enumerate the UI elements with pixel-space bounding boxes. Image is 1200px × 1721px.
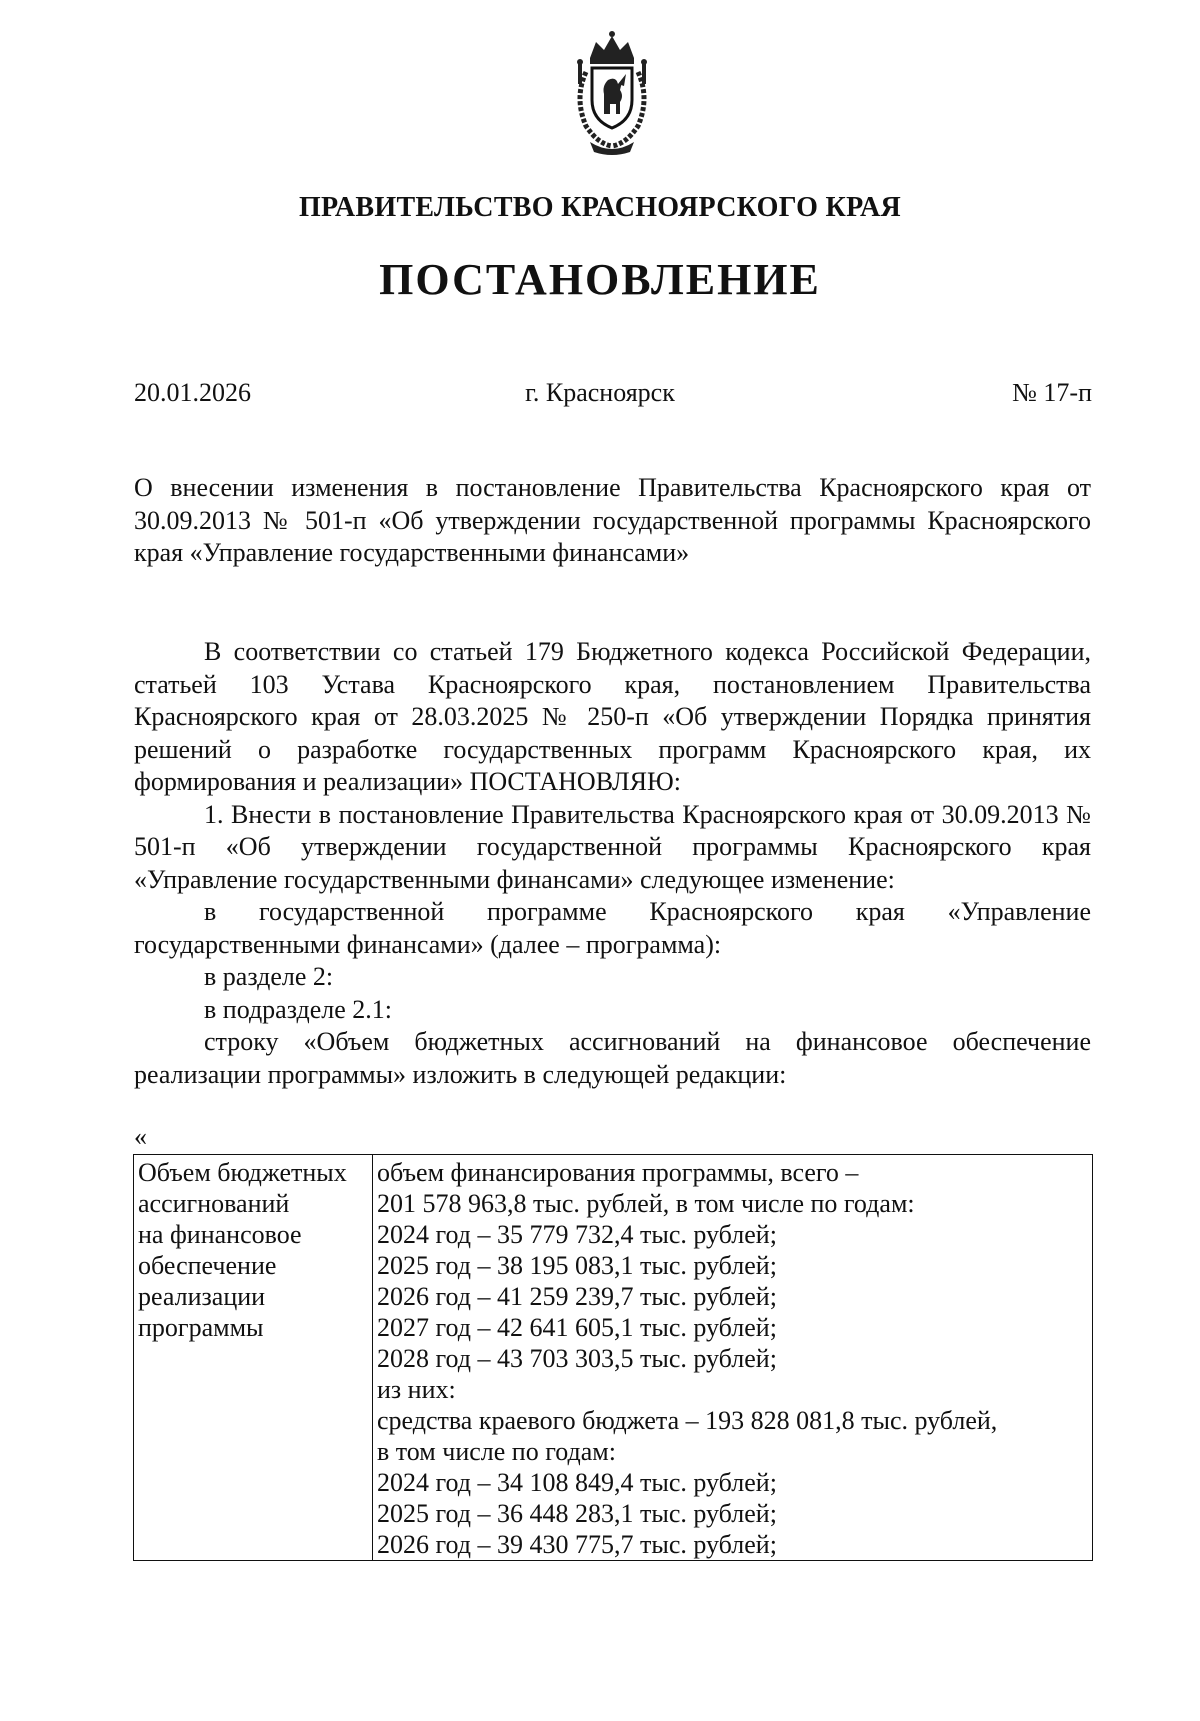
organization-title: ПРАВИТЕЛЬСТВО КРАСНОЯРСКОГО КРАЯ: [298, 192, 902, 223]
value-line: 2025 год – 38 195 083,1 тыс. рублей;: [377, 1251, 777, 1280]
subject-text: О внесении изменения в постановление Правительства Красноярского края от 30.09.2013 № 501-п «Об утверждении государственной программы Красноярского края «Управление государственными финансами»: [134, 473, 1091, 567]
value-line: в том числе по годам:: [377, 1437, 616, 1466]
label-line: на финансовое: [138, 1220, 302, 1249]
preamble-paragraph: В соответствии со статьей 179 Бюджетного кодекса Российской Федерации, статьей 103 Устава Красноярского края, постановлением Правительства Красноярского края от 28.03.2025 № 250-п «Об утверждении Порядка принятия решений о разработке государственных программ Красноярского края, их формирования и реализации» ПОСТАНОВЛЯЮ:: [134, 637, 1091, 796]
value-line: 2024 год – 35 779 732,4 тыс. рублей;: [377, 1220, 777, 1249]
value-line: 2025 год – 36 448 283,1 тыс. рублей;: [377, 1499, 777, 1528]
document-body: [134, 636, 1091, 1091]
opening-quote-mark: «: [134, 1122, 147, 1151]
budget-allocation-table: [133, 1154, 1093, 1561]
label-line: программы: [138, 1313, 264, 1342]
value-line: 2026 год – 39 430 775,7 тыс. рублей;: [377, 1530, 777, 1559]
krasnoyarsk-coat-of-arms-icon: [560, 28, 664, 158]
item-1a-paragraph: в государственной программе Красноярского края «Управление государственными финансами» (далее – программа):: [134, 897, 1091, 959]
document-subject: [134, 472, 1091, 570]
value-line: 2027 год – 42 641 605,1 тыс. рублей;: [377, 1313, 777, 1342]
table-row: [134, 1155, 1093, 1561]
label-line: ассигнований: [138, 1189, 290, 1218]
label-line: Объем бюджетных: [138, 1158, 347, 1187]
value-line: 2024 год – 34 108 849,4 тыс. рублей;: [377, 1468, 777, 1497]
item-1b-paragraph: в разделе 2:: [204, 962, 334, 991]
value-line: объем финансирования программы, всего –: [377, 1158, 859, 1187]
label-line: обеспечение: [138, 1251, 277, 1280]
value-line: из них:: [377, 1375, 456, 1404]
item-1c-paragraph: в подразделе 2.1:: [204, 994, 393, 1024]
value-line: 2026 год – 41 259 239,7 тыс. рублей;: [377, 1282, 777, 1311]
value-line: средства краевого бюджета – 193 828 081,8 тыс. рублей,: [377, 1406, 998, 1435]
document-city: г. Красноярск: [525, 378, 675, 407]
value-line: 2028 год – 43 703 303,5 тыс. рублей;: [377, 1344, 777, 1373]
document-date: 20.01.2026: [134, 378, 251, 407]
document-type-title: ПОСТАНОВЛЕНИЕ: [379, 255, 821, 304]
document-number: № 17-п: [1012, 378, 1092, 407]
table-label-cell: [134, 1155, 373, 1561]
label-line: реализации: [138, 1282, 266, 1311]
item-1d-paragraph: строку «Объем бюджетных ассигнований на финансовое обеспечение реализации программы» изложить в следующей редакции:: [134, 1027, 1091, 1089]
table-value-cell: [373, 1155, 1093, 1561]
value-line: 201 578 963,8 тыс. рублей, в том числе по годам:: [377, 1189, 915, 1218]
item-1-paragraph: 1. Внести в постановление Правительства Красноярского края от 30.09.2013 № 501-п «Об утверждении государственной программы Красноярского края «Управление государственными финансами» следующее изменение:: [134, 799, 1091, 894]
